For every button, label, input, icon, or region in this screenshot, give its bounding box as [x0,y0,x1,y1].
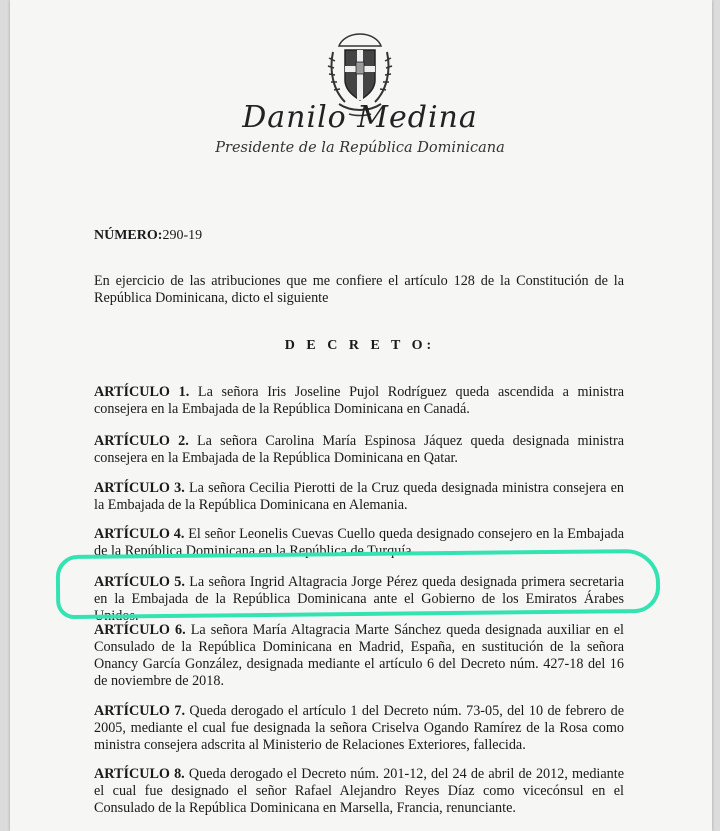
article-text: La señora Cecilia Pierotti de la Cruz queda designada ministra consejera en la Embajada de la República Dominicana en Alemania. [94,480,624,513]
article-7 [94,703,624,754]
article-label: ARTÍCULO 7. [94,703,186,719]
article-label: ARTÍCULO 2. [94,433,189,449]
article-text: La señora Iris Joseline Pujol Rodríguez queda ascendida a ministra consejera en la Embajada de la República Dominicana en Canadá. [94,384,625,417]
decree-number [94,228,202,244]
article-5-highlight [56,549,661,619]
article-2 [94,433,624,467]
article-label: ARTÍCULO 5. [94,574,185,590]
decree-number-value: 290-19 [162,228,203,243]
article-8 [94,766,624,817]
article-label: ARTÍCULO 8. [94,766,185,782]
article-label: ARTÍCULO 1. [94,384,190,400]
article-text: La señora María Altagracia Marte Sánchez queda designada auxiliar en el Consulado de la República Dominicana en Madrid, España, en sustitución de la señora Onancy García González, designada mediante el artículo 6 del Decreto núm. 427-18 del 16 de noviembre de 2018. [94,622,625,689]
article-text: Queda derogado el artículo 1 del Decreto núm. 73-05, del 10 de febrero de 2005, mediante el cual fue designada la señora Criselva Ogando Ramírez de la Rosa como ministra consejera adscrita al Ministerio de Relaciones Exteriores, fallecida. [94,703,625,753]
article-3 [94,480,624,514]
decree-heading: D E C R E T O: [284,338,436,353]
article-text: La señora Ingrid Altagracia Jorge Pérez queda designada primera secretaria en la Embajada de la República Dominicana ante el Gobierno de los Emiratos Árabes Unidos. [94,574,625,624]
article-1 [94,384,624,418]
article-label: ARTÍCULO 6. [94,622,186,638]
decree-number-label: NÚMERO: [94,228,163,243]
article-text: Queda derogado el Decreto núm. 201-12, del 24 de abril de 2012, mediante el cual fue designado el señor Rafael Alejandro Reyes Díaz como vicecónsul en el Consulado de la República Dominicana en Marsella, Francia, renunciante. [94,766,625,816]
letterhead-name: Danilo Medina [242,100,478,135]
article-text: La señora Carolina María Espinosa Jáquez queda designada ministra consejera en la Embajada de la República Dominicana en Qatar. [94,433,625,466]
article-label: ARTÍCULO 3. [94,480,185,496]
article-text: El señor Leonelis Cuevas Cuello queda designado consejero en la Embajada de la República Dominicana en la República de Turquía. [94,526,625,559]
article-6 [94,622,624,690]
intro-paragraph: En ejercicio de las atribuciones que me confiere el artículo 128 de la Constitución de la República Dominicana, dicto el siguiente [94,273,624,306]
article-label: ARTÍCULO 4. [94,526,185,542]
letterhead-title: Presidente de la República Dominicana [215,140,505,156]
